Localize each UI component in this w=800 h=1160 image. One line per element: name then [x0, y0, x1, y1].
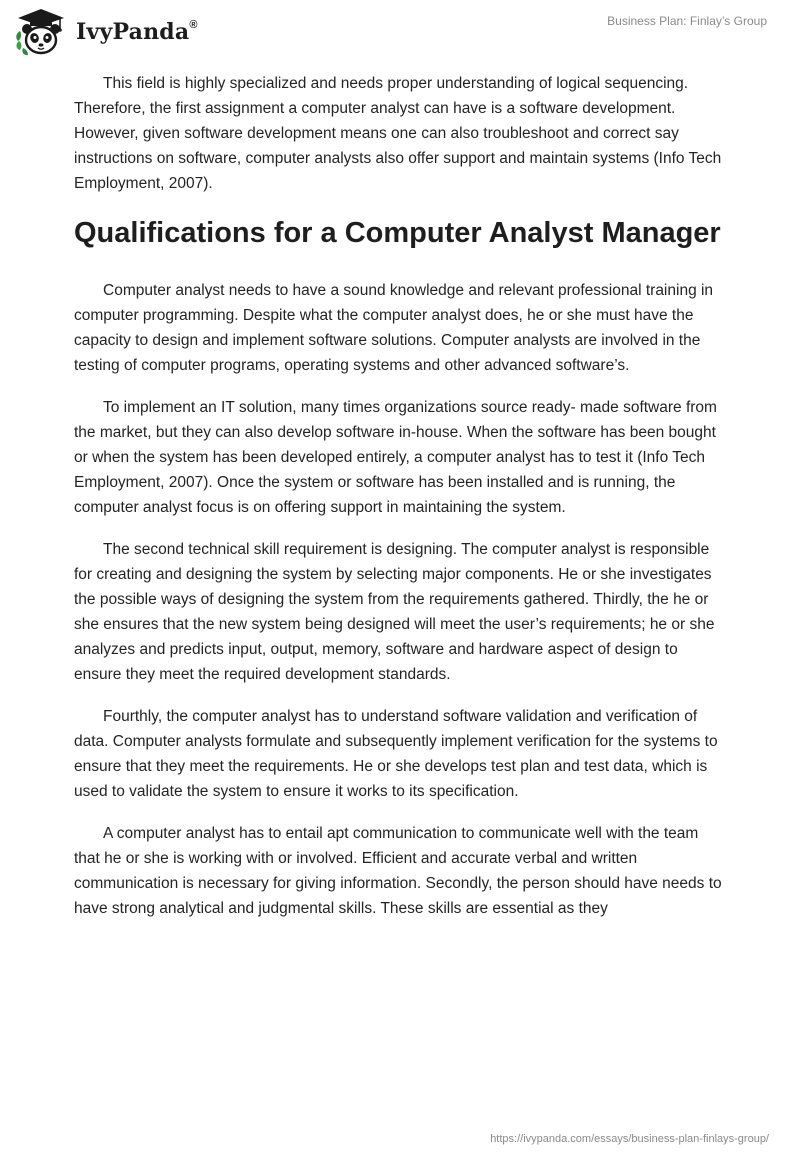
- body-paragraph: A computer analyst has to entail apt communication to communicate well with the team that he or she is working with or involved. Efficient and accurate verbal and written communication is necessary for giving information. Secondly, the person should have needs to have strong analytical and judgmental skills. These skills are essential as they: [74, 825, 722, 917]
- source-url[interactable]: https://ivypanda.com/essays/business-plan-finlays-group/: [490, 1133, 769, 1145]
- running-title: Business Plan: Finlay’s Group: [607, 14, 767, 28]
- logo-text: IvyPanda: [76, 19, 190, 45]
- article-body: [74, 71, 726, 938]
- ivypanda-logo[interactable]: [14, 7, 198, 57]
- body-paragraph: The second technical skill requirement is designing. The computer analyst is responsible for creating and designing the system by selecting major components. He or she investigates the possible ways of designing the system from the requirements gathered. Thirdly, the he or she ensures that the new system being designed will meet the user’s requirements; he or she analyzes and predicts input, output, memory, software and hardware aspect of design to ensure they meet the required development standards.: [74, 541, 715, 683]
- page-header: [0, 0, 800, 70]
- registered-mark: ®: [189, 18, 198, 31]
- logo-wordmark: [76, 18, 198, 45]
- section-heading: Qualifications for a Computer Analyst Manager: [74, 217, 721, 249]
- intro-paragraph: This field is highly specialized and needs proper understanding of logical sequencing. Therefore, the first assignment a computer analyst can have is a software development. However, given software development means one can also troubleshoot and correct say instructions on software, computer analysts also offer support and maintain systems (Info Tech Employment, 2007).: [74, 75, 722, 192]
- body-paragraph: Fourthly, the computer analyst has to understand software validation and verification of data. Computer analysts formulate and subsequently implement verification for the systems to ensure that they meet the requirements. He or she develops test plan and test data, which is used to validate the system to ensure it works to its specification.: [74, 708, 718, 800]
- body-paragraph: To implement an IT solution, many times organizations source ready- made software from the market, but they can also develop software in-house. When the software has been bought or when the system has been developed entirely, a computer analyst has to test it (Info Tech Employment, 2007). Once the system or software has been installed and is running, the computer analyst focus is on offering support in maintaining the system.: [74, 399, 717, 516]
- panda-graduate-icon: [14, 7, 68, 57]
- body-paragraph: Computer analyst needs to have a sound knowledge and relevant professional training in computer programming. Despite what the computer analyst does, he or she must have the capacity to design and implement software solutions. Computer analysts are involved in the testing of computer programs, operating systems and other advanced software’s.: [74, 282, 714, 374]
